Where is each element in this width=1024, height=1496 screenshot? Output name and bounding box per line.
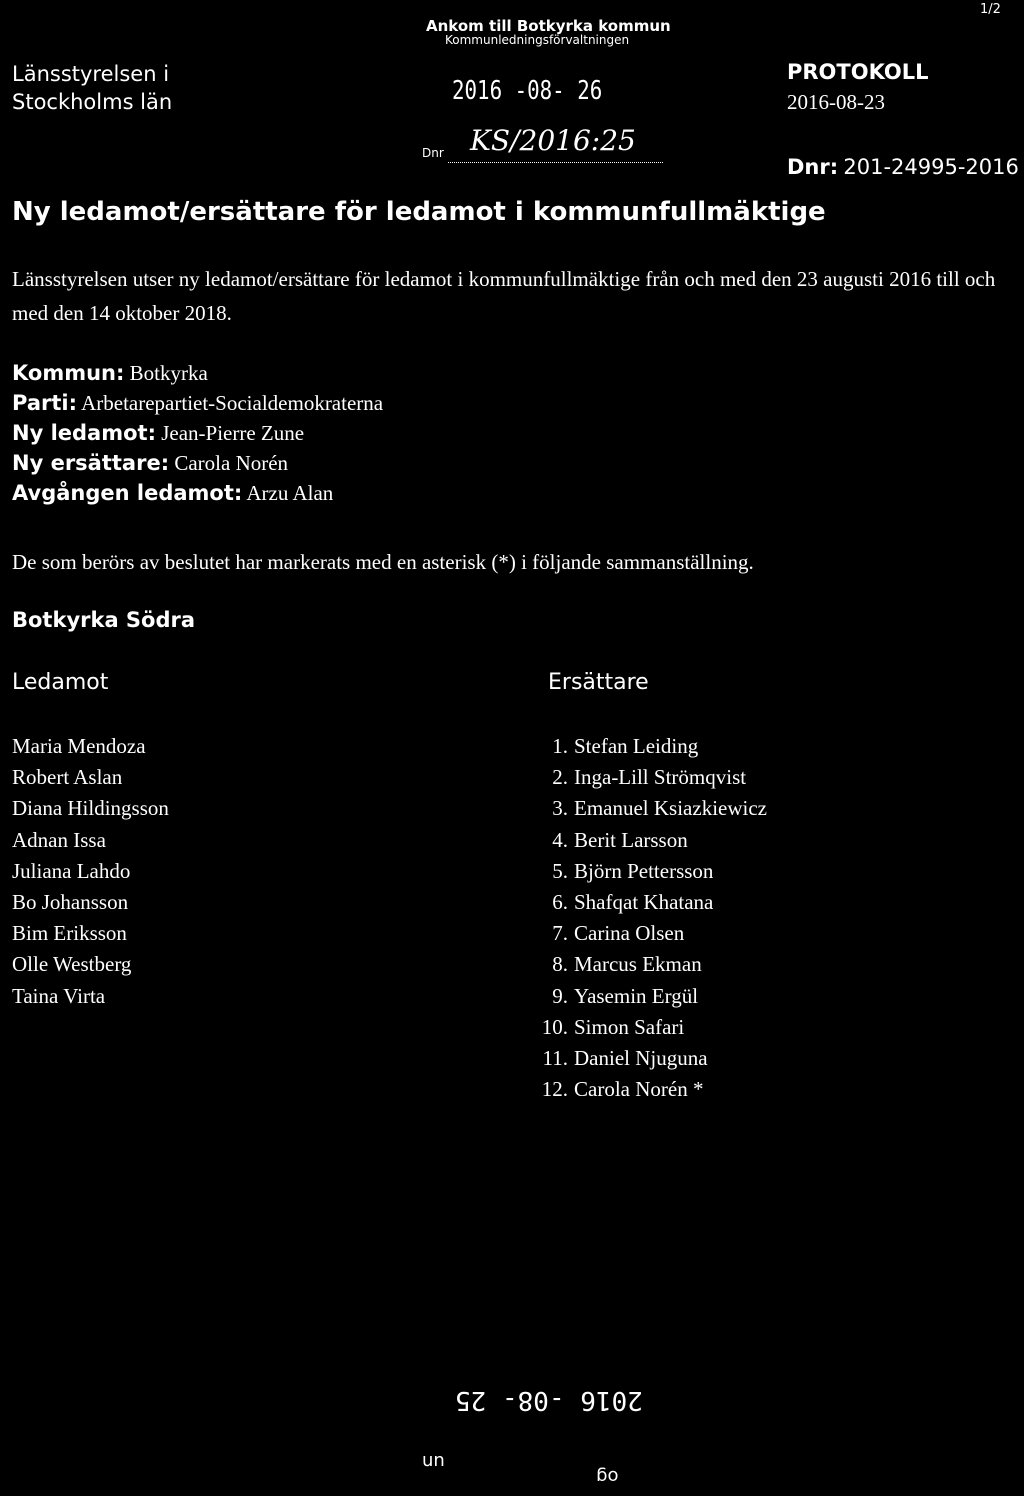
received-stamp-title: Ankom till Botkyrka kommun	[426, 17, 671, 35]
field-value: Jean-Pierre Zune	[161, 421, 305, 445]
document-title: Ny ledamot/ersättare för ledamot i kommunfullmäktige	[12, 197, 826, 227]
list-item-name: Yasemin Ergül	[574, 983, 699, 1008]
list-item-name: Björn Pettersson	[574, 858, 714, 883]
field-label: Ny ersättare:	[12, 451, 170, 475]
list-item	[528, 1043, 767, 1074]
list-item	[528, 1074, 767, 1105]
bottom-stamp-fragment: un	[422, 1450, 445, 1471]
decision-fields	[12, 358, 383, 508]
list-item	[528, 762, 767, 793]
list-item	[528, 856, 767, 887]
list-item	[528, 949, 767, 980]
list-item-number: 11.	[542, 1046, 568, 1071]
page-number: 1/2	[980, 2, 1001, 17]
list-item-name: Carola Norén *	[574, 1077, 704, 1102]
received-stamp-dnr-handwritten: KS/2016:25	[470, 124, 636, 157]
ersattare-list	[528, 731, 767, 1105]
field-avgangen-ledamot	[12, 478, 383, 508]
ledamot-list	[12, 731, 169, 1012]
list-item: Bo Johansson	[12, 890, 129, 915]
list-item	[528, 825, 767, 856]
authority-name	[12, 60, 172, 116]
asterisk-note: De som berörs av beslutet har markerats med en asterisk (*) i följande sammanställning.	[12, 550, 754, 574]
protocol-dnr-label: Dnr:	[787, 155, 839, 179]
received-stamp-department: Kommunledningsförvaltningen	[445, 33, 630, 47]
list-item	[528, 918, 767, 949]
list-item: Adnan Issa	[12, 827, 106, 852]
received-stamp-dnr-label: Dnr	[422, 146, 444, 160]
field-value: Carola Norén	[174, 451, 289, 475]
list-item-number: 5.	[552, 858, 568, 883]
list-item-name: Carina Olsen	[574, 921, 685, 946]
list-item-name: Emanuel Ksiazkiewicz	[574, 796, 767, 821]
field-value: Arbetarepartiet-Socialdemokraterna	[81, 391, 384, 415]
list-item-number: 10.	[541, 1014, 568, 1039]
protocol-title: PROTOKOLL	[787, 60, 929, 84]
bottom-stamp-date: 2016 -08- 25	[455, 1385, 643, 1415]
field-ny-ersattare	[12, 448, 383, 478]
list-item-number: 4.	[552, 827, 568, 852]
list-item	[528, 887, 767, 918]
field-label: Kommun:	[12, 361, 125, 385]
list-item: Bim Eriksson	[12, 921, 127, 946]
list-item: Olle Westberg	[12, 952, 132, 977]
field-ny-ledamot	[12, 418, 383, 448]
protocol-dnr	[787, 155, 1019, 180]
authority-line-1: Länsstyrelsen i	[12, 62, 170, 86]
list-item-name: Berit Larsson	[574, 827, 688, 852]
field-value: Arzu Alan	[246, 481, 334, 505]
field-label: Parti:	[12, 391, 77, 415]
field-label: Ny ledamot:	[12, 421, 156, 445]
list-item-number: 3.	[552, 796, 568, 821]
list-item-name: Daniel Njuguna	[574, 1046, 708, 1071]
list-item: Taina Virta	[12, 983, 106, 1008]
list-item: Robert Aslan	[12, 765, 123, 790]
protocol-dnr-value: 201-24995-2016	[843, 155, 1019, 179]
list-item-name: Marcus Ekman	[574, 952, 702, 977]
authority-line-2: Stockholms län	[12, 90, 173, 114]
list-item	[528, 793, 767, 824]
list-item-number: 6.	[552, 890, 568, 915]
list-item: Maria Mendoza	[12, 734, 146, 758]
field-parti	[12, 388, 383, 418]
list-item: Juliana Lahdo	[12, 858, 131, 883]
ledamot-column-header: Ledamot	[12, 670, 109, 695]
list-item-name: Stefan Leiding	[574, 734, 699, 758]
list-item-number: 12.	[541, 1077, 568, 1102]
district-heading: Botkyrka Södra	[12, 608, 196, 632]
list-item-number: 9.	[552, 983, 568, 1008]
field-label: Avgången ledamot:	[12, 481, 243, 505]
list-item-number: 8.	[552, 952, 568, 977]
ersattare-column-header: Ersättare	[548, 670, 649, 695]
list-item	[528, 1012, 767, 1043]
received-stamp-date: 2016 -08- 26	[452, 76, 603, 106]
list-item-number: 7.	[552, 921, 568, 946]
list-item-name: Inga-Lill Strömqvist	[574, 765, 747, 790]
field-kommun	[12, 358, 383, 388]
field-value: Botkyrka	[129, 361, 208, 385]
intro-paragraph: Länsstyrelsen utser ny ledamot/ersättare för ledamot i kommunfullmäktige från och med den 23 augusti 2016 till och med den 14 oktober 2018.	[12, 267, 996, 325]
protocol-date: 2016-08-23	[787, 90, 885, 114]
list-item	[528, 981, 767, 1012]
bottom-stamp-fragment: og	[596, 1466, 619, 1487]
list-item: Diana Hildingsson	[12, 796, 169, 821]
list-item-name: Simon Safari	[574, 1014, 685, 1039]
list-item-number: 2.	[552, 765, 568, 790]
list-item-number: 1.	[552, 734, 568, 758]
list-item-name: Shafqat Khatana	[574, 890, 714, 915]
list-item	[528, 731, 767, 762]
